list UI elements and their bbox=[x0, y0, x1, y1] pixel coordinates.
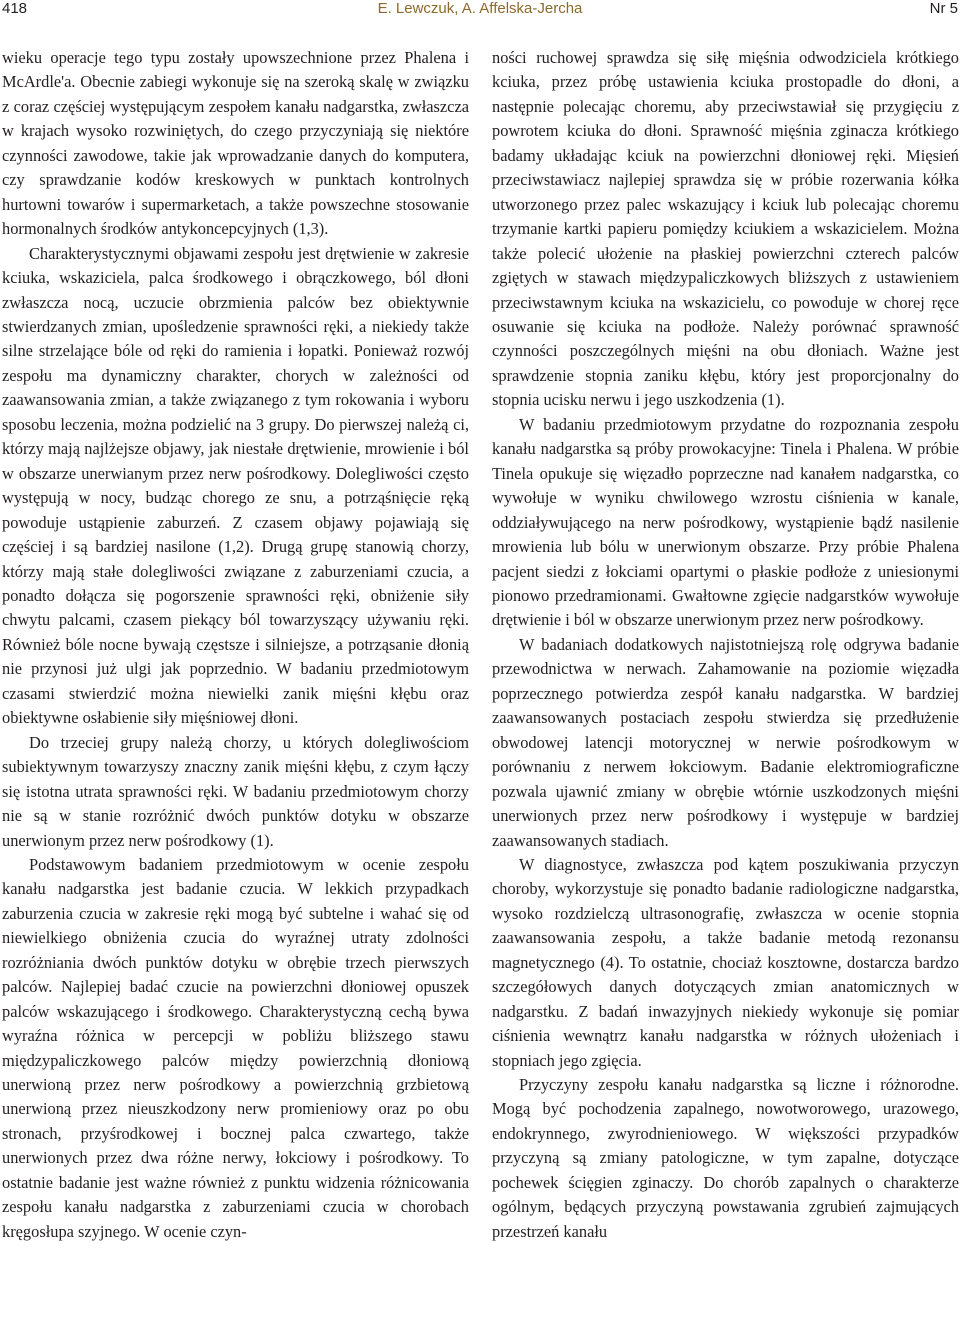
paragraph: W badaniach dodatkowych najistotniejszą rolę odgrywa badanie przewodnictwa w nerwach. Zahamowanie na poziomie więzadła poprzecznego potwierdza zespół kanału nadgarstka. W bardziej zaawansowanych postaciach zespołu stwierdza się przedłużenie obwodowej latencji motorycznej w nerwie pośrodkowym w porównaniu z nerwem łokciowym. Badanie elektromiograficzne pozwala ujawnić zmiany w obrębie wtórnie uszkodzonych mięśni unerwionych przez nerw pośrodkowy i występuje w bardziej zaawansowanych stadiach. bbox=[492, 634, 959, 850]
paragraph: W diagnostyce, zwłaszcza pod kątem poszukiwania przyczyn choroby, wykorzystuje się ponadto badanie radiologiczne nadgarstka, wysoko rozdzielczą ultrasonografię, zwłaszcza w ocenie stopnia zaawansowania zespołu, a także badanie metodą rezonansu magnetycznego (4). To ostatnie, chociaż kosztowne, dostarcza bardzo szczegółowych danych dotyczących zmian anatomicznych w nadgarstku. Z badań inwazyjnych niekiedy wykonuje się pomiar ciśnienia wewnątrz kanału nadgarstka w różnych ułożeniach i stopniach jego zgięcia. bbox=[492, 854, 959, 1070]
left-column bbox=[2, 46, 469, 1244]
paragraph: Podstawowym badaniem przedmiotowym w ocenie zespołu kanału nadgarstka jest badanie czucia. W lekkich przypadkach zaburzenia czucia w zakresie ręki mogą być subtelne i wahać się od niewielkiego obniżenia czucia do wyraźnej utraty zdolności rozróżniania dwóch punktów dotyku w obrębie trzech pierwszych palców. Najlepiej badać czucie na powierzchni dłoniowej opuszek palców wskazującego i środkowego. Charakterystyczną cechą bywa wyraźna różnica w percepcji w pobliżu bliższego stawu międzypaliczkowego palców między powierzchnią dłoniową unerwioną przez nerw pośrodkowy a powierzchnią grzbietową unerwioną przez nieuszkodzony nerw promieniowy oraz po obu stronach, przyśrodkowej i bocznej palca czwartego, także unerwionych przez dwa różne nerwy, łokciowy i pośrodkowy. To ostatnie badanie jest ważne również z punktu widzenia różnicowania zespołu kanału nadgarstka z zaburzeniami czucia w chorobach kręgosłupa szyjnego. W ocenie czyn- bbox=[2, 854, 469, 1241]
paragraph: Charakterystycznymi objawami zespołu jest drętwienie w zakresie kciuka, wskaziciela, palca środkowego i obrączkowego, ból dłoni zwłaszcza nocą, uczucie obrzmienia palców bez obiektywnie stwierdzanych zmian, upośledzenie sprawności ręki, a niekiedy także silne strzelające bóle od ręki do ramienia i łopatki. Ponieważ rozwój zespołu ma dynamiczny charakter, chorych w zależności od zaawansowania zmian, a także związanego z tym rokowania i wyboru sposobu leczenia, można podzielić na 3 grupy. Do pierwszej należą ci, którzy mają najlżejsze objawy, jak niestałe drętwienie, mrowienie i ból w obszarze unerwianym przez nerw pośrodkowy. Dolegliwości często występują w nocy, budząc chorego ze snu, a potrząśnięcie ręką powoduje ustąpienie zaburzeń. Z czasem objawy pojawiają się częściej i są bardziej nasilone (1,2). Drugą grupę stanowią chorzy, którzy mają stałe dolegliwości związane z zaburzeniami czucia, a ponadto dołącza się pogorszenie sprawności ręki, obniżenie siły chwytu palcami, czasem piekący ból towarzyszący używaniu ręki. Również bóle nocne bywają częstsze i silniejsze, a potrząsanie dłonią nie przynosi już ulgi jak poprzednio. W badaniu przedmiotowym czasami stwierdzić można niewielki zanik mięśni kłębu oraz obiektywne osłabienie siły mięśniowej dłoni. bbox=[2, 243, 469, 728]
running-header-authors: E. Lewczuk, A. Affelska-Jercha bbox=[377, 0, 583, 17]
paragraph: W badaniu przedmiotowym przydatne do rozpoznania zespołu kanału nadgarstka są próby prowokacyjne: Tinela i Phalena. W próbie Tinela opukuje się więzadło poprzeczne nad kanałem nadgarstka, co wywołuje w wyniku chwilowego wzrostu ciśnienia w kanale, oddziaływującego na nerw pośrodkowy, wystąpienie bądź nasilenie mrowienia lub bólu w unerwionym obszarze. Przy próbie Phalena pacjent siedzi z łokciami opartymi o płaskie podłoże z uniesionymi pionowo przedramionami. Gwałtowne zgięcie nadgarstków wywołuje drętwienie i ból w obszarze unerwionym przez nerw pośrodkowy. bbox=[492, 414, 959, 630]
page-number: 418 bbox=[2, 0, 28, 17]
paragraph: ności ruchowej sprawdza się siłę mięśnia odwodziciela krótkiego kciuka, przez próbę ustawienia kciuka prostopadle do dłoni, a następnie polecając choremu, aby przeciwstawiał się przygięciu z powrotem kciuka do dłoni. Sprawność mięśnia zginacza krótkiego badamy układając kciuk na powierzchni dłoniowej ręki. Mięsień przeciwstawiacz najlepiej sprawdza się w próbie rozerwania kółka utworzonego przez palec wskazujący i kciuk lub polecając choremu trzymanie kartki papieru pomiędzy kciukiem a wskazicielem. Można także polecić ułożenie na płaskiej powierzchni czterech palców zgiętych w stawach międzypaliczkowych bliższych z ustawieniem przeciwstawnym kciuka na wskazicielu, co powoduje w chorej ręce osuwanie się kciuka na podłoże. Należy porównać sprawność czynności poszczególnych mięśni na obu dłoniach. Ważne jest sprawdzenie stopnia zaniku kłębu, który jest proporcjonalny do stopnia ucisku nerwu i jego uszkodzenia (1). bbox=[492, 48, 959, 410]
running-header bbox=[0, 0, 960, 22]
issue-number: Nr 5 bbox=[929, 0, 958, 17]
paragraph: Przyczyny zespołu kanału nadgarstka są liczne i różnorodne. Mogą być pochodzenia zapalnego, nowotworowego, urazowego, endokrynnego, zwyrodnieniowego. W większości przypadków przyczyną są zmiany patologiczne, w tym zapalne, dotyczące pochewek ścięgien zginaczy. Do chorób zapalnych o charakterze ogólnym, będących przyczyną powstawania zgrubień zajmujących przestrzeń kanału bbox=[492, 1075, 959, 1241]
paragraph: Do trzeciej grupy należą chorzy, u których dolegliwościom subiektywnym towarzyszy znaczny zanik mięśni kłębu, z czym łączy się istotna utrata sprawności ręki. W badaniu przedmiotowym chorzy nie są w stanie rozróżnić dwóch punktów dotyku w obszarze unerwionym przez nerw pośrodkowy (1). bbox=[2, 732, 469, 850]
right-column bbox=[492, 46, 959, 1244]
paragraph: wieku operacje tego typu zostały upowszechnione przez Phalena i McArdle'a. Obecnie zabiegi wykonuje się na szeroką skalę w związku z coraz częściej występującym zespołem kanału nadgarstka, zwłaszcza w krajach wysoko rozwiniętych, do czego przyczyniają się niektóre czynności zawodowe, takie jak wprowadzanie danych do komputera, czy sprawdzanie kodów kreskowych w punktach kontrolnych hurtowni towarów i supermarketach, a także powszechne stosowanie hormonalnych środków antykoncepcyjnych (1,3). bbox=[2, 48, 469, 239]
